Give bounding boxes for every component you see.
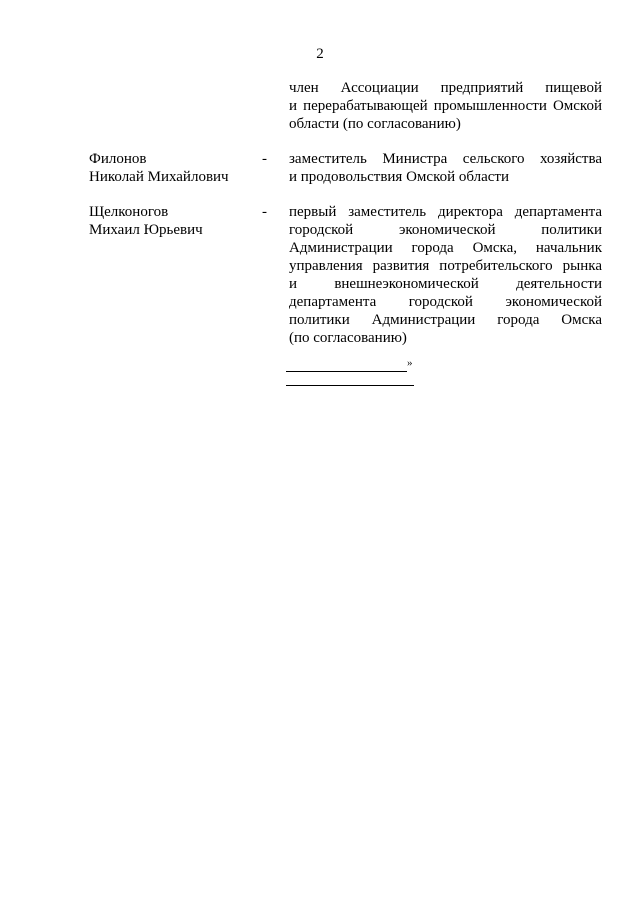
description-line: (по согласованию) xyxy=(289,330,407,346)
position-description xyxy=(289,203,602,347)
surname: Щелконогов xyxy=(89,204,169,220)
end-rule xyxy=(286,385,414,386)
position-description xyxy=(289,79,602,133)
description-line: Администрации города Омска, начальник xyxy=(289,240,602,256)
member-name xyxy=(89,150,259,186)
separator-dash: - xyxy=(262,151,267,167)
description-line: управления развития потребительского рынка xyxy=(289,258,602,274)
member-name xyxy=(89,203,259,239)
position-description xyxy=(289,150,602,186)
description-line: департамента городской экономической xyxy=(289,294,602,310)
surname: Филонов xyxy=(89,151,147,167)
closing-rule xyxy=(286,371,407,372)
description-line: первый заместитель директора департамента xyxy=(289,204,602,220)
description-line: и продовольствия Омской области xyxy=(289,169,510,185)
description-line: и внешнеэкономической деятельности xyxy=(289,276,602,292)
given-names: Михаил Юрьевич xyxy=(89,222,203,238)
description-line: области (по согласованию) xyxy=(289,116,461,132)
description-line: политики Администрации города Омска xyxy=(289,312,602,328)
given-names: Николай Михайлович xyxy=(89,169,229,185)
description-line: заместитель Министра сельского хозяйства xyxy=(289,151,602,167)
description-line: член Ассоциации предприятий пищевой xyxy=(289,80,602,96)
closing-quote: » xyxy=(407,357,413,369)
separator-dash: - xyxy=(262,204,267,220)
description-line: и перерабатывающей промышленности Омской xyxy=(289,98,602,114)
description-line: городской экономической политики xyxy=(289,222,602,238)
page-number: 2 xyxy=(316,46,324,62)
